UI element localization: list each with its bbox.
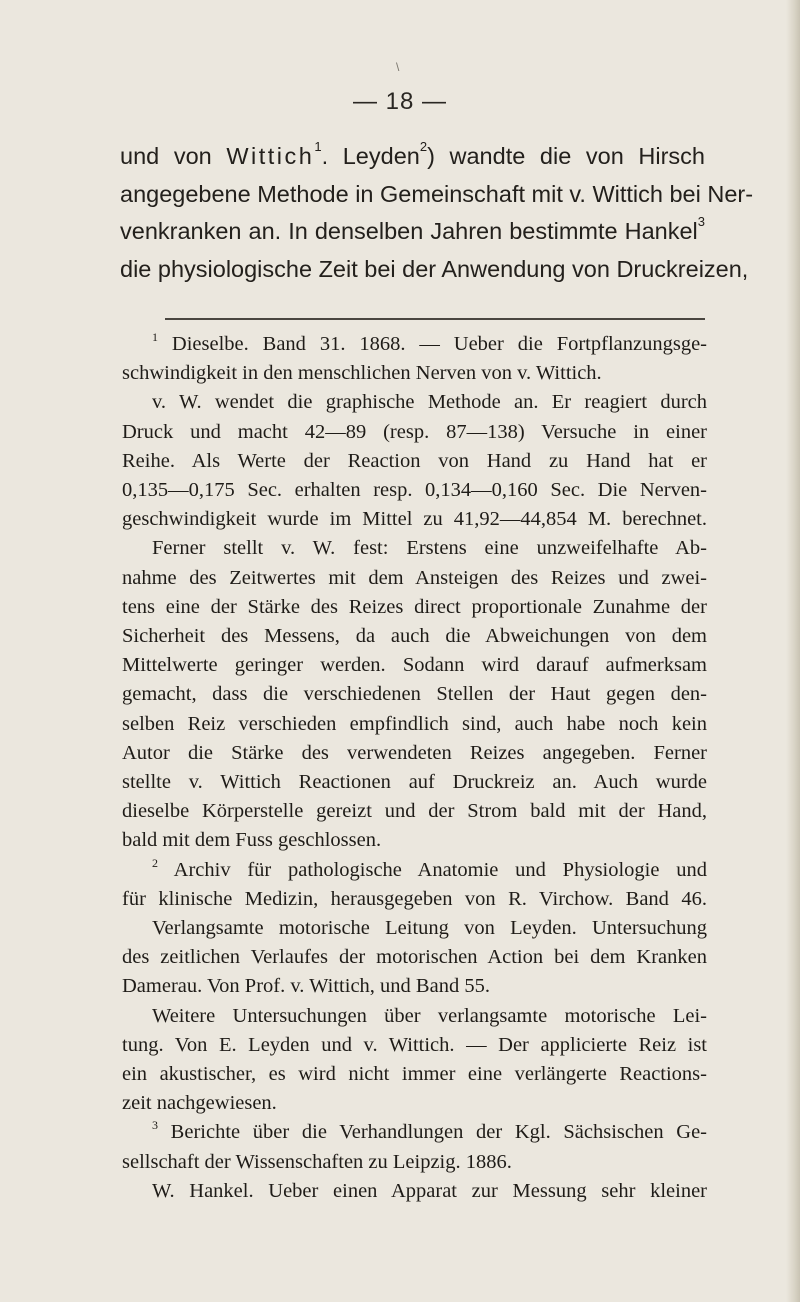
main-line: und von Wittich$^1$. Leyden$^2$) wandte die von Hirsch <box>120 139 705 169</box>
footnote-text: zeit nachgewiesen. <box>122 1092 277 1115</box>
footnote-line <box>122 476 707 505</box>
main-text <box>120 138 754 288</box>
footnote-line <box>122 680 707 709</box>
footnote-text: tung. Von E. Leyden und v. Wittich. — Der applicierte Reiz ist <box>122 1033 707 1056</box>
footnote-text: Dieselbe. Band 31. 1868. — Ueber die Fortpflanzungsge- <box>171 333 707 355</box>
footnote-text: Mittelwerte geringer werden. Sodann wird darauf aufmerksam <box>122 654 707 677</box>
footnote-text: Damerau. Von Prof. v. Wittich, und Band 55. <box>122 975 490 998</box>
footnote-line <box>122 505 707 534</box>
footnote-text: Ferner stellt v. W. fest: Erstens eine unzweifelhafte Ab- <box>152 537 707 560</box>
main-line: venkranken an. In denselben Jahren bestimmte Hankel$^3$ <box>120 214 705 244</box>
footnote-number: 1 <box>152 330 158 344</box>
footnote-line <box>122 1031 707 1060</box>
footnote-text: tens eine der Stärke des Reizes direct proportionale Zunahme der <box>122 595 707 618</box>
footnote-text: für klinische Medizin, herausgegeben von R. Virchow. Band 46. <box>122 887 707 910</box>
footnote-text: selben Reiz verschieden empfindlich sind, auch habe noch kein <box>122 712 707 735</box>
footnote-text: W. Hankel. Ueber einen Apparat zur Messung sehr kleiner <box>152 1179 707 1202</box>
footnote-text: stellte v. Wittich Reactionen auf Druckreiz an. Auch wurde <box>122 771 707 794</box>
footnote-text: bald mit dem Fuss geschlossen. <box>122 829 382 852</box>
footnote-line <box>122 826 707 855</box>
page-edge-shadow <box>786 0 800 1302</box>
footnote-line <box>122 856 707 885</box>
footnote-line <box>122 1002 707 1031</box>
footnote-line <box>122 739 707 768</box>
footnote-line <box>122 447 707 476</box>
footnote-text: v. W. wendet die graphische Methode an. Er reagiert durch <box>152 391 707 414</box>
footnote-line <box>122 710 707 739</box>
footnote-line <box>122 564 707 593</box>
main-line: angegebene Methode in Gemeinschaft mit v. Wittich bei Ner- <box>120 180 754 207</box>
footnote-line <box>122 885 707 914</box>
footnote-line <box>122 359 707 388</box>
footnote-line <box>122 388 707 417</box>
footnote-number: 2 <box>152 855 158 870</box>
footnote-line <box>122 1089 707 1118</box>
footnote-text: Verlangsamte motorische Leitung von Leyden. Untersuchung <box>152 917 707 940</box>
footnote-text: Sicherheit des Messens, da auch die Abweichungen von dem <box>122 625 707 648</box>
footnote-ref: 3 <box>697 214 705 229</box>
footnote-line <box>122 943 707 972</box>
footnote-line <box>122 593 707 622</box>
footnote-text: des zeitlichen Verlaufes der motorischen Action bei dem Kranken <box>122 946 707 969</box>
footnote-line <box>122 972 707 1001</box>
footnote-line <box>122 330 707 359</box>
footnote-rule <box>165 318 705 320</box>
footnote-line <box>122 1177 707 1206</box>
footnote-line <box>122 651 707 680</box>
footnote-text: 0,135—0,175 Sec. erhalten resp. 0,134—0,160 Sec. Die Nerven- <box>122 479 707 502</box>
footnote-ref: 2 <box>419 139 428 154</box>
footnotes <box>122 330 707 1206</box>
footnote-line <box>122 797 707 826</box>
footnote-text: gemacht, dass die verschiedenen Stellen der Haut gegen den- <box>122 683 707 706</box>
footnote-line <box>122 1118 707 1147</box>
page-number: — 18 — <box>352 88 448 115</box>
footnote-ref: 1 <box>314 139 322 154</box>
footnote-line <box>122 1060 707 1089</box>
footnote-text: Reihe. Als Werte der Reaction von Hand zu Hand hat er <box>122 449 707 472</box>
footnote-text: Weitere Untersuchungen über verlangsamte motorische Lei- <box>152 1004 707 1027</box>
footnote-text: geschwindigkeit wurde im Mittel zu 41,92—44,854 M. berechnet. <box>122 508 707 531</box>
footnote-line <box>122 768 707 797</box>
footnote-text: sellschaft der Wissenschaften zu Leipzig. 1886. <box>122 1150 512 1173</box>
footnote-line <box>122 418 707 447</box>
footnote-text: schwindigkeit in den menschlichen Nerven von v. Wittich. <box>122 362 602 385</box>
footnote-number: 3 <box>152 1118 158 1133</box>
author-name: Wittich <box>226 143 315 169</box>
footnote-text: dieselbe Körperstelle gereizt und der Strom bald mit der Hand, <box>122 800 707 823</box>
footnote-text: Druck und macht 42—89 (resp. 87—138) Versuche in einer <box>122 420 707 443</box>
footnote-line <box>122 914 707 943</box>
main-line: die physiologische Zeit bei der Anwendung von Druckreizen, <box>120 255 749 282</box>
corner-mark: \ <box>396 60 400 74</box>
footnote-text: ein akustischer, es wird nicht immer eine verlängerte Reactions- <box>122 1063 707 1086</box>
footnote-line <box>122 622 707 651</box>
footnote-text: Berichte über die Verhandlungen der Kgl. Sächsischen Ge- <box>170 1121 707 1144</box>
footnote-text: Archiv für pathologische Anatomie und Physiologie und <box>173 858 708 881</box>
footnote-line <box>122 534 707 563</box>
footnote-text: nahme des Zeitwertes mit dem Ansteigen des Reizes und zwei- <box>122 566 707 589</box>
footnote-text: Autor die Stärke des verwendeten Reizes angegeben. Ferner <box>122 741 707 764</box>
footnote-line <box>122 1148 707 1177</box>
